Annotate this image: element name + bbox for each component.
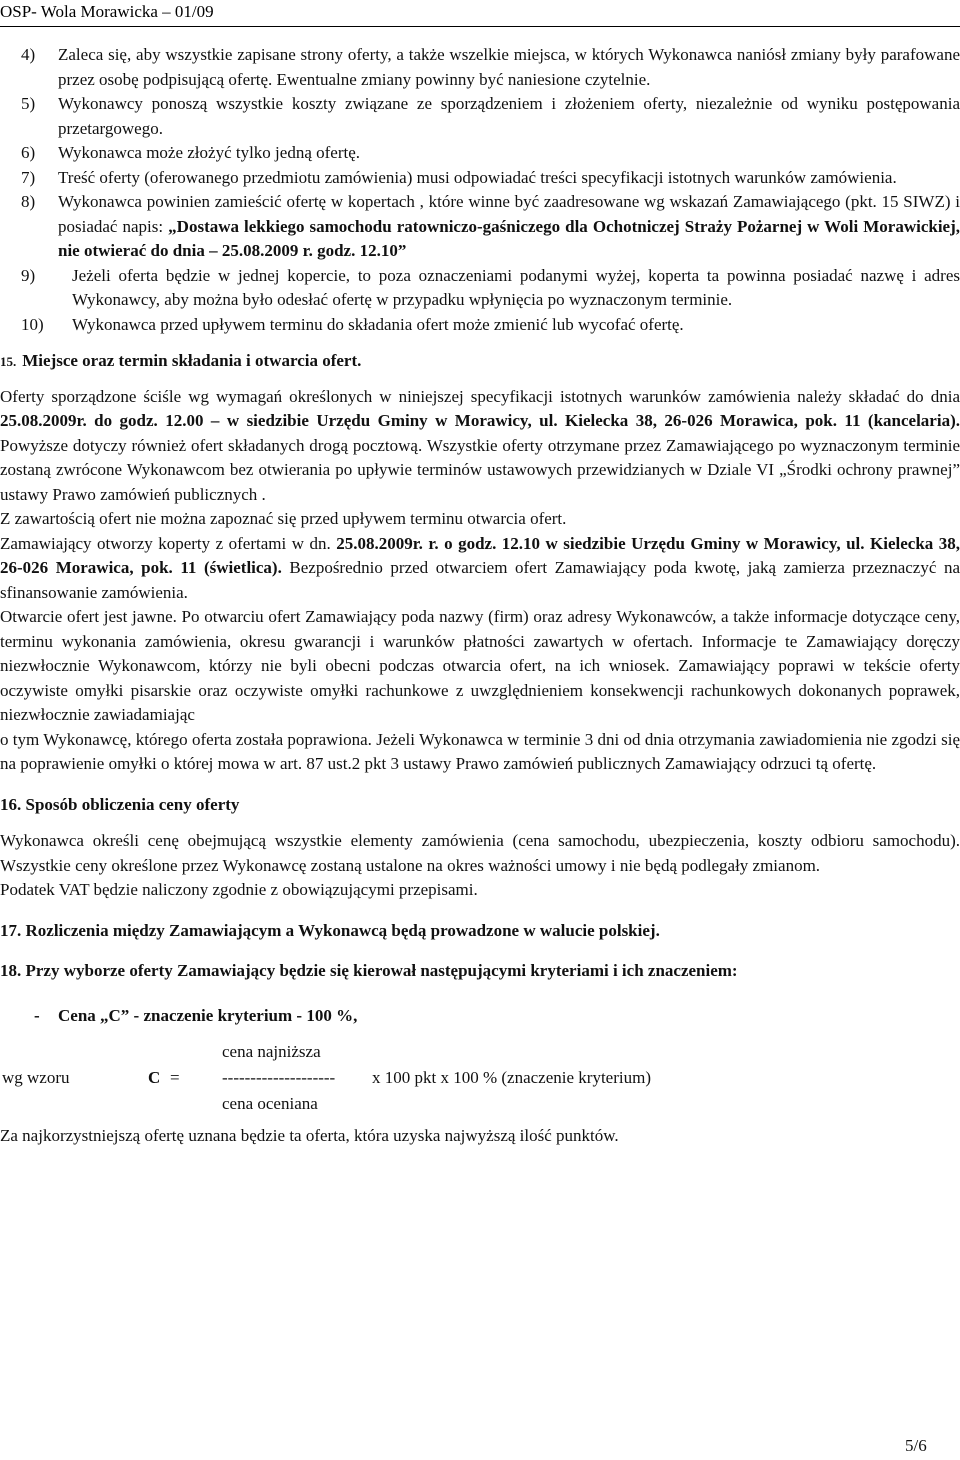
section-16-paragraph: Wykonawca określi cenę obejmującą wszystkie elementy zamówienia (cena samochodu, ubezpieczenia, koszty odbioru samochodu). Wszystkie ceny określone przez Wykonawcę zostaną ustalone na okres ważności umowy i nie będą podlegały zmianom. bbox=[0, 831, 960, 875]
requirements-list-continued bbox=[21, 264, 960, 338]
scoring-formula bbox=[0, 1040, 960, 1124]
item-text: Wykonawcy ponoszą wszystkie koszty związane ze sporządzeniem i złożeniem oferty, niezależnie od wyniku postępowania przetargowego. bbox=[58, 94, 960, 138]
section-15-paragraph bbox=[0, 532, 960, 606]
criterion-line bbox=[0, 1004, 960, 1029]
formula-fraction-line: -------------------- bbox=[222, 1068, 336, 1087]
list-item bbox=[21, 166, 960, 191]
list-item bbox=[21, 313, 960, 338]
section-16-paragraph: Podatek VAT będzie naliczony zgodnie z obowiązującymi przepisami. bbox=[0, 880, 478, 899]
formula-prefix: wg wzoru bbox=[2, 1068, 70, 1087]
opening-date-text: 25.08.2009r. r. o godz. 12.10 w siedzibie Urzędu Gminy w Morawicy, ul. Kielecka 38, 26-026 Morawica, pok. 11 (świetlica). bbox=[0, 533, 960, 577]
header-rule bbox=[0, 26, 960, 27]
conclusion-paragraph: Za najkorzystniejszą ofertę uznana będzie ta oferta, która uzyska najwyższą ilość punktów. bbox=[0, 1126, 619, 1145]
item-number: 6) bbox=[21, 143, 36, 162]
item-text: Wykonawca powinien zamieścić ofertę w kopertach , które winne być zaadresowane wg wskazań Zamawiającego (pkt. 15 SIWZ) i posiadać napis: bbox=[58, 192, 960, 236]
item-text: Wykonawca może złożyć tylko jedną ofertę. bbox=[58, 143, 361, 162]
item-text: Wykonawca przed upływem terminu do składania ofert może zmienić lub wycofać ofertę. bbox=[72, 314, 684, 334]
section-15-paragraph: Otwarcie ofert jest jawne. Po otwarciu ofert Zamawiający poda nazwy (firm) oraz adresy Wykonawców, a także informacje dotyczące ceny, terminu wykonania zamówienia, okresu gwarancji i warunków płatności zawartych w ofertach. Informacje te Zamawiający doręczy niezwłocznie Wykonawcom, którzy nie byli obecni podczas otwarcia ofert, na ich wniosek. Zamawiający poprawi w tekście oferty oczywiste omyłki pisarskie oraz oczywiste omyłki rachunkowe z uwzględnieniem konsekwencji rachunkowych dokonanych poprawek, niezwłocznie zawiadamiając bbox=[0, 607, 960, 724]
item-number: 8) bbox=[21, 192, 36, 211]
list-item bbox=[21, 141, 960, 166]
item-number: 7) bbox=[21, 167, 36, 187]
paragraph-text: Powyższe dotyczy również ofert składanych drogą pocztową. Wszystkie oferty otrzymane przez Zamawiającego po wyznaczonym terminie zostaną zwrócone Wykonawcom bez otwierania po upływie terminów ustawowych przewidzianych w Dziale VI „Środki ochrony prawnej” ustawy Prawo zamówień publicznych . bbox=[0, 435, 960, 504]
formula-multiplier: x 100 pkt x 100 % (znaczenie kryterium) bbox=[372, 1068, 651, 1087]
section-title: Miejsce oraz termin składania i otwarcia ofert. bbox=[22, 351, 362, 370]
section-18-heading: 18. Przy wyborze oferty Zamawiający będzie się kierował następującymi kryteriami i ich znaczeniem: bbox=[0, 961, 738, 980]
item-number: 9) bbox=[21, 265, 36, 285]
item-number: 10) bbox=[21, 314, 44, 334]
item-number: 5) bbox=[21, 94, 36, 113]
list-item bbox=[21, 190, 960, 264]
item-number: 4) bbox=[21, 45, 36, 64]
formula-numerator: cena najniższa bbox=[222, 1042, 321, 1061]
formula-denominator: cena oceniana bbox=[222, 1094, 318, 1113]
section-16-heading: 16. Sposób obliczenia ceny oferty bbox=[0, 794, 240, 814]
criterion-text: Cena „C” - znaczenie kryterium - 100 %, bbox=[58, 1005, 358, 1025]
page-header bbox=[0, 0, 960, 27]
paragraph-text: Oferty sporządzone ściśle wg wymagań określonych w niniejszej specyfikacji istotnych warunków zamówienia należy składać do dnia bbox=[0, 386, 960, 406]
item-text: Zaleca się, aby wszystkie zapisane strony oferty, a także wszelkie miejsca, w których Wykonawca naniósł zmiany były parafowane przez osobę podpisującą ofertę. Ewentualne zmiany powinny być naniesione czytelnie. bbox=[58, 45, 960, 89]
paragraph-text: Bezpośrednio przed otwarciem ofert Zamawiający poda kwotę, jaką zamierza przeznaczyć na sfinansowanie zamówienia. bbox=[0, 558, 960, 602]
section-15-paragraph: o tym Wykonawcę, którego oferta została poprawiona. Jeżeli Wykonawca w terminie 3 dni od dnia otrzymania zawiadomienia nie zgodzi się na poprawienie omyłki o której mowa w art. 87 ust.2 pkt 3 ustawy Prawo zamówień publicznych Zamawiający odrzuci tą ofertę. bbox=[0, 729, 960, 773]
item-text: Jeżeli oferta będzie w jednej kopercie, to poza oznaczeniami podanymi wyżej, koperta ta powinna posiadać nazwę i adres Wykonawcy, aby można było odesłać ofertę w przypadku wpłynięcia po wyznaczonym terminie. bbox=[72, 265, 960, 309]
page-content bbox=[0, 43, 960, 1149]
section-15-paragraph bbox=[0, 385, 960, 508]
criterion-dash: - bbox=[34, 1005, 40, 1025]
list-item bbox=[21, 43, 960, 92]
list-item bbox=[21, 264, 960, 313]
formula-equals: = bbox=[170, 1068, 180, 1087]
section-15-paragraph: Z zawartością ofert nie można zapoznać się przed upływem terminu otwarcia ofert. bbox=[0, 509, 567, 528]
list-item bbox=[21, 92, 960, 141]
section-number: 15. bbox=[0, 354, 17, 369]
section-17-heading: 17. Rozliczenia między Zamawiającym a Wykonawcą będą prowadzone w walucie polskiej. bbox=[0, 920, 660, 940]
envelope-label-text: „Dostawa lekkiego samochodu ratowniczo-gaśniczego dla Ochotniczej Straży Pożarnej w Woli Morawickiej, nie otwierać do dnia – 25.08.2009 r. godz. 12.10” bbox=[58, 216, 960, 260]
paragraph-text: Zamawiający otworzy koperty z ofertami w dn. bbox=[0, 533, 337, 553]
requirements-list bbox=[21, 43, 960, 264]
formula-symbol: C bbox=[148, 1068, 161, 1087]
deadline-text: 25.08.2009r. do godz. 12.00 – w siedzibie Urzędu Gminy w Morawicy, ul. Kielecka 38, 26-026 Morawica, pok. 11 (kancelaria). bbox=[0, 411, 960, 430]
section-15-heading bbox=[0, 349, 960, 375]
page-number: 5/6 bbox=[905, 1436, 927, 1455]
item-text: Treść oferty (oferowanego przedmiotu zamówienia) musi odpowiadać treści specyfikacji istotnych warunków zamówienia. bbox=[58, 167, 897, 187]
header-title: OSP- Wola Morawicka – 01/09 bbox=[0, 2, 214, 21]
